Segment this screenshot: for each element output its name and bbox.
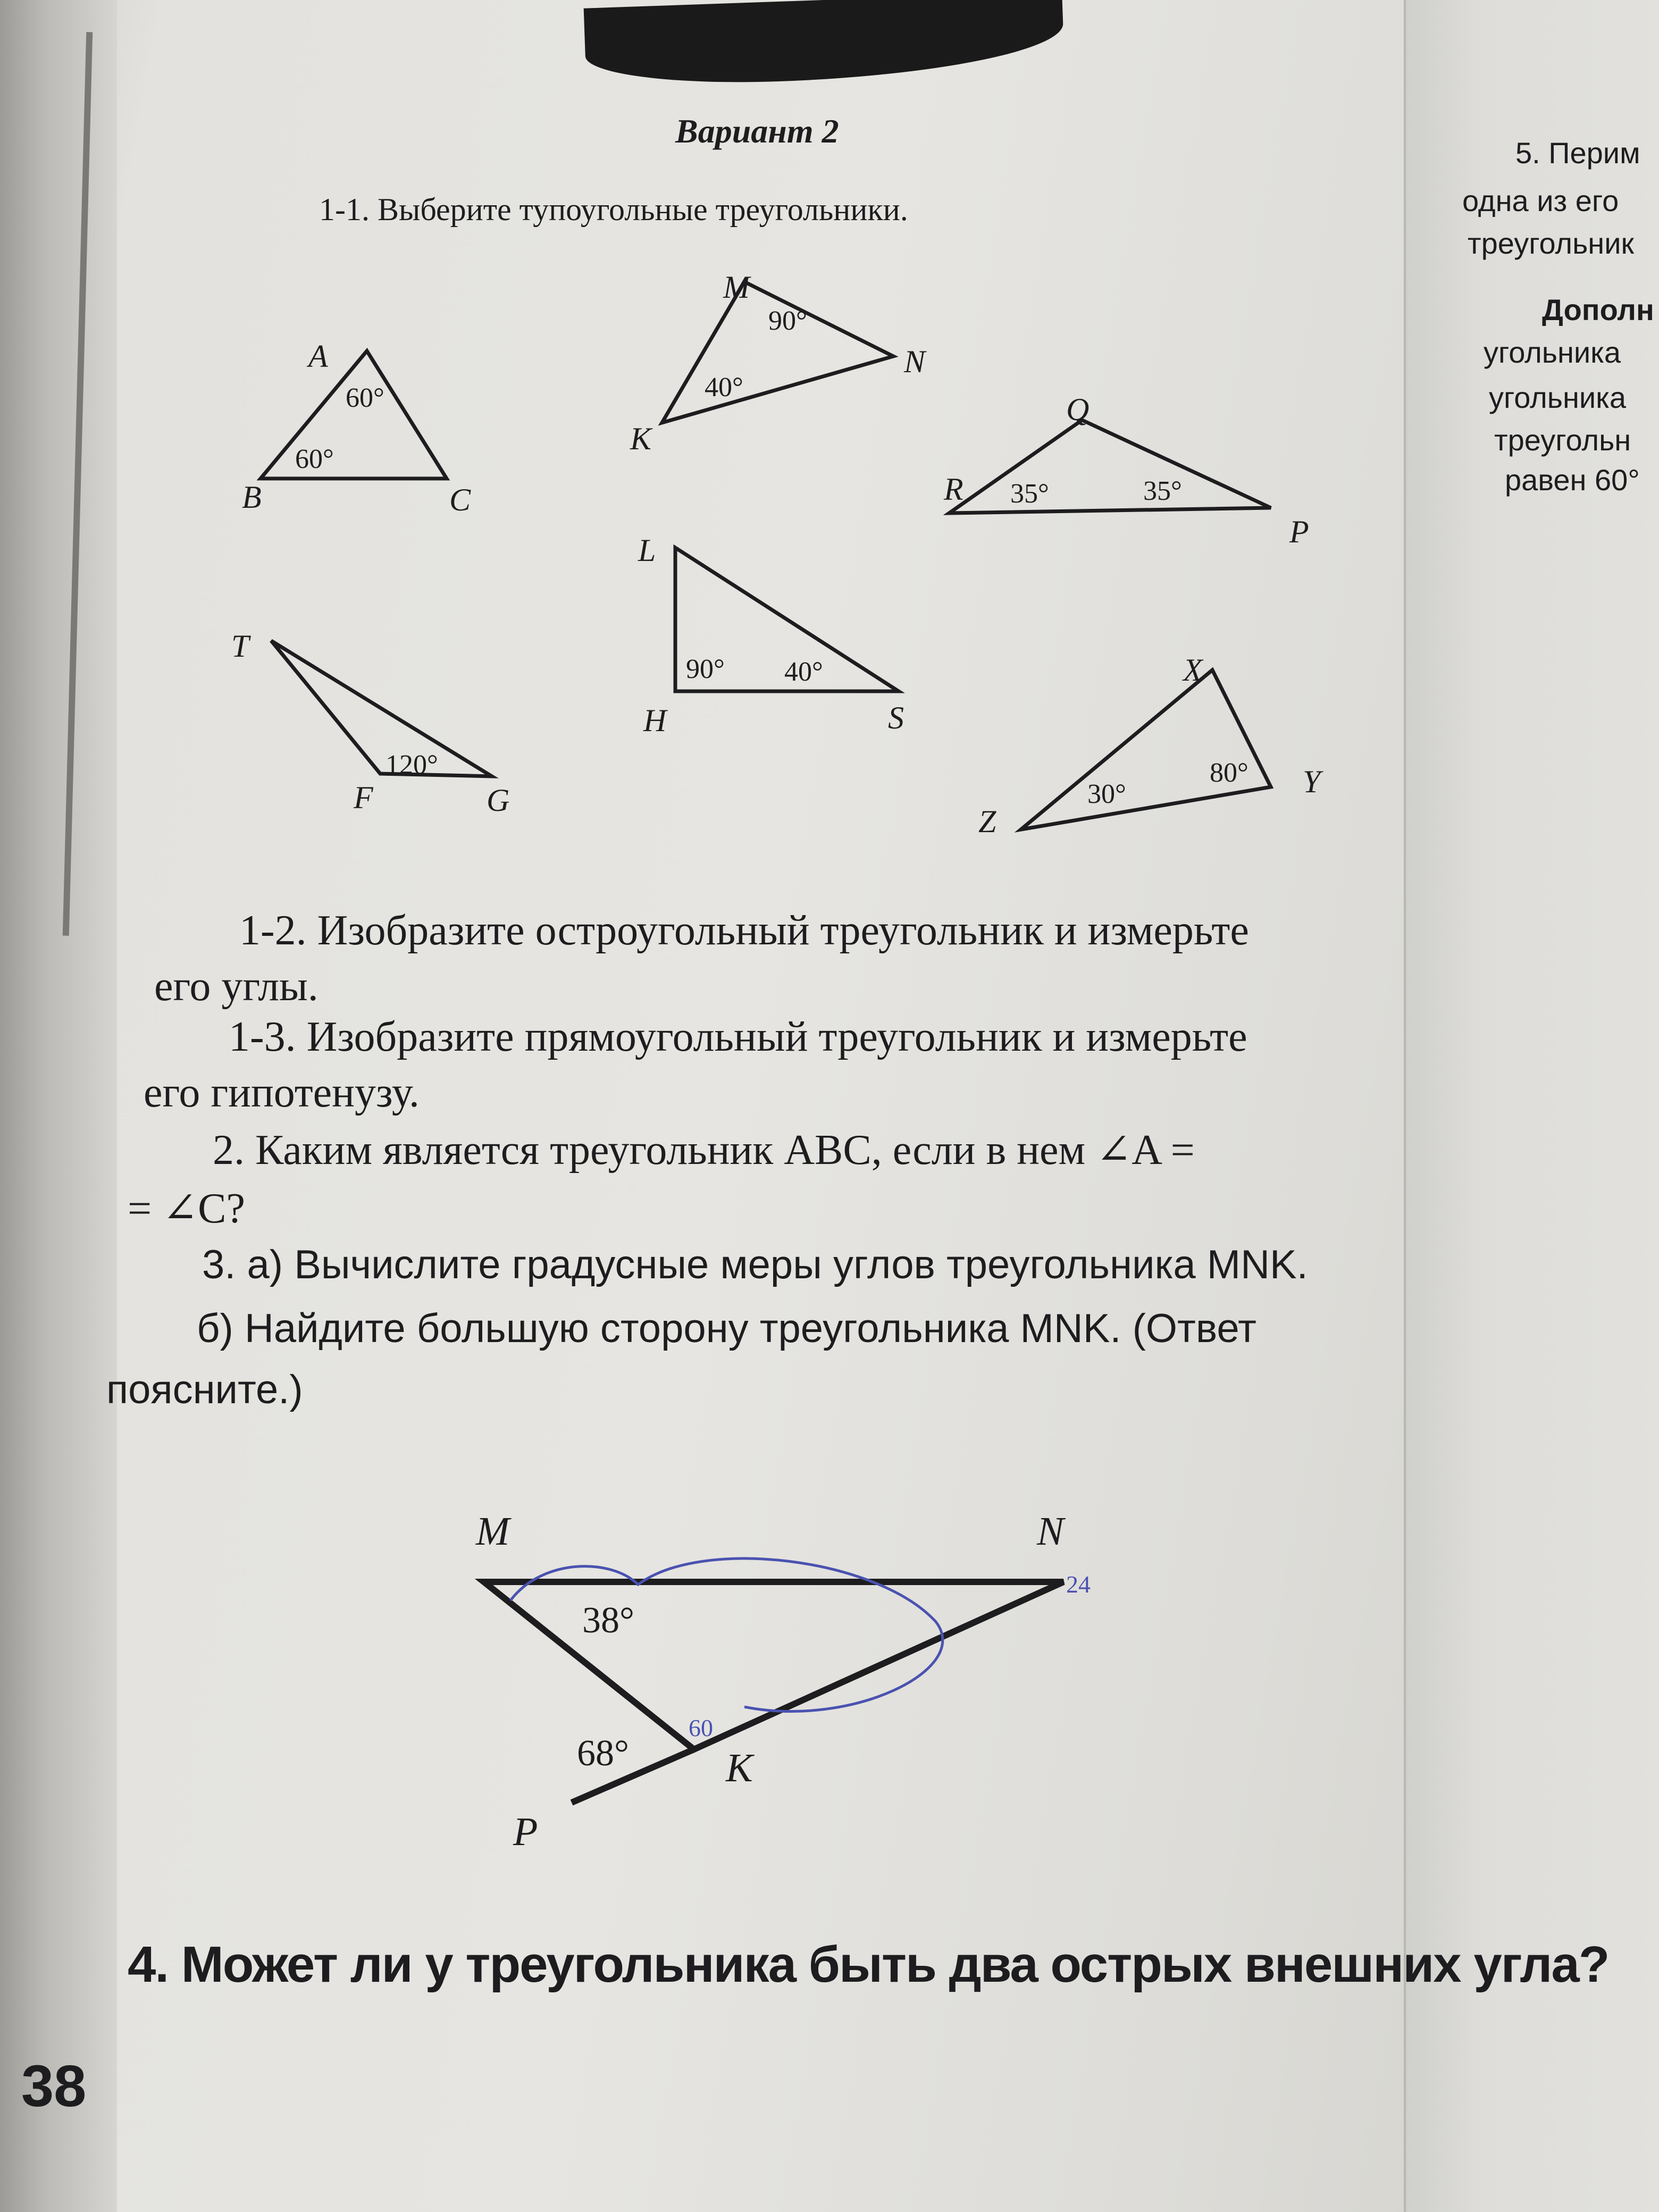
right-page-line7: треугольн	[1494, 423, 1631, 457]
task-4: 4. Может ли у треугольника быть два острых внешних угла?	[128, 1936, 1609, 1993]
angle-h: 90°	[686, 654, 725, 684]
right-page-line3: треугольник	[1468, 227, 1634, 260]
triangle-rqp	[949, 420, 1271, 513]
right-page-line2: одна из его	[1462, 184, 1619, 217]
variant-title: Вариант 2	[675, 112, 839, 150]
task-2-line1: 2. Каким является треугольник ABC, если в нем ∠A =	[213, 1127, 1195, 1174]
task-3a: 3. а) Вычислите градусные меры углов треугольника MNK.	[202, 1242, 1308, 1287]
label-y: Y	[1303, 764, 1321, 799]
label-q: Q	[1066, 392, 1090, 427]
task-1-2-line1: 1-2. Изобразите остроугольный треугольник и измерьте	[239, 907, 1249, 954]
angle-f: 120°	[386, 750, 438, 780]
task-1-3-line1: 1-3. Изобразите прямоугольный треугольник и измерьте	[229, 1013, 1247, 1060]
handwritten-60: 60	[689, 1714, 713, 1741]
angle-k-small: 40°	[705, 372, 743, 403]
task-1-3-line2: его гипотенузу.	[144, 1069, 420, 1116]
label-c: C	[449, 482, 471, 517]
task-3c: поясните.)	[106, 1367, 303, 1412]
angle-a: 60°	[346, 383, 384, 413]
task-2-line2: = ∠C?	[128, 1185, 246, 1232]
triangle-abc	[261, 351, 447, 479]
angle-m-small: 90°	[768, 306, 807, 336]
label-k-main: K	[726, 1746, 753, 1790]
right-page-line1: 5. Перим	[1515, 136, 1640, 170]
label-n-small: N	[904, 344, 926, 379]
angle-p: 35°	[1143, 476, 1182, 506]
label-m-small: M	[723, 270, 750, 305]
angle-r: 35°	[1010, 479, 1049, 509]
label-a: A	[308, 339, 328, 374]
angle-m-main: 38°	[582, 1600, 634, 1641]
triangle-mnk-main	[484, 1582, 1063, 1749]
label-g: G	[487, 783, 510, 818]
right-page-line6: угольника	[1489, 381, 1627, 414]
label-t: T	[231, 629, 249, 664]
label-m-main: M	[476, 1509, 510, 1554]
triangle-xyz	[1021, 670, 1271, 830]
angle-s: 40°	[784, 657, 823, 687]
label-p-small: P	[1289, 514, 1309, 549]
handwritten-24: 24	[1066, 1571, 1091, 1598]
task-3b: б) Найдите большую сторону треугольника MNK. (Ответ	[197, 1306, 1256, 1351]
triangle-tfg	[271, 641, 492, 776]
label-f: F	[354, 780, 373, 815]
page-number: 38	[21, 2054, 87, 2119]
right-page-line8: равен 60°	[1505, 463, 1640, 497]
angle-k-exterior: 68°	[577, 1733, 629, 1774]
angle-y: 80°	[1210, 758, 1249, 788]
label-r: R	[944, 472, 963, 507]
label-x: X	[1183, 652, 1203, 688]
right-page-line4: Дополн	[1542, 293, 1654, 326]
label-k-small: K	[630, 421, 652, 456]
label-b: B	[242, 480, 262, 515]
label-z: Z	[978, 804, 996, 839]
task-1-1: 1-1. Выберите тупоугольные треугольники.	[319, 192, 908, 227]
angle-b: 60°	[295, 444, 334, 474]
angle-z: 30°	[1087, 779, 1126, 809]
label-s: S	[888, 700, 904, 735]
task-1-2-line2: его углы.	[154, 963, 319, 1010]
label-l: L	[638, 533, 656, 568]
right-page-line5: угольника	[1484, 336, 1621, 369]
triangle-mnk-small	[662, 282, 893, 423]
label-p-main: P	[513, 1809, 538, 1854]
label-h: H	[643, 703, 667, 738]
label-n-main: N	[1037, 1509, 1064, 1554]
